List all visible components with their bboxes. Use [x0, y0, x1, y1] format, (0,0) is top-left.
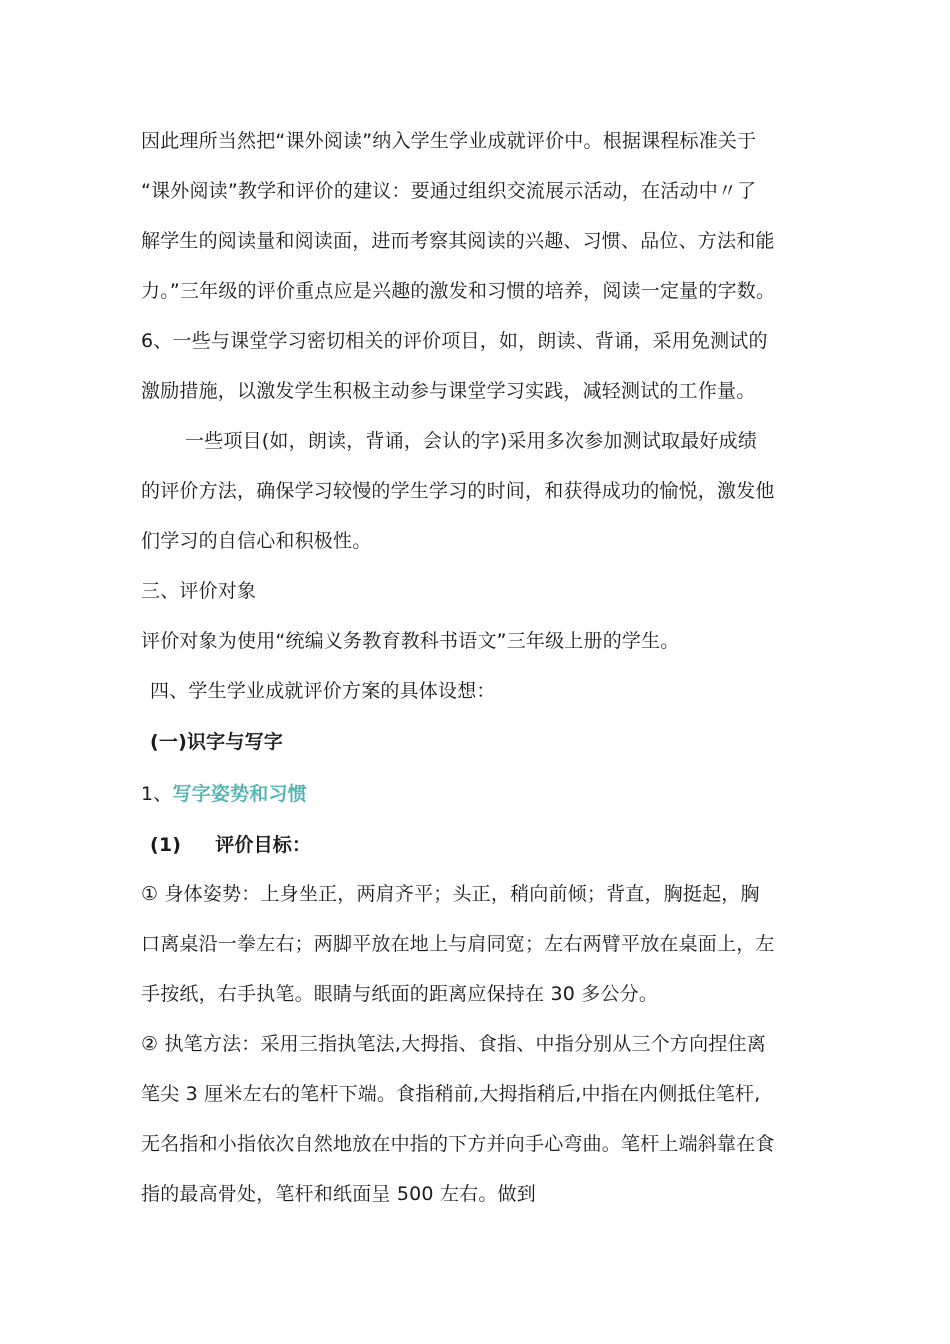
paragraph-line: ① 身体姿势：上身坐正，两肩齐平；头正，稍向前倾；背直，胸挺起，胸: [141, 883, 760, 905]
paragraph-line: 力。”三年级的评价重点应是兴趣的激发和习惯的培养，阅读一定量的字数。: [141, 280, 776, 302]
paragraph-line: ② 执笔方法：采用三指执笔法,大拇指、食指、中指分别从三个方向捏住离: [141, 1033, 766, 1055]
paragraph-line: 激励措施，以激发学生积极主动参与课堂学习实践，减轻测试的工作量。: [141, 380, 756, 402]
section-heading: 四、学生学业成就评价方案的具体设想：: [150, 680, 496, 702]
paragraph-line: 评价对象为使用“统编义务教育教科书语文”三年级上册的学生。: [141, 630, 680, 652]
paragraph-line: 解学生的阅读量和阅读面，进而考察其阅读的兴趣、习惯、品位、方法和能: [141, 230, 775, 252]
item-title: 写字姿势和习惯: [172, 783, 307, 805]
item-number: 1、: [141, 783, 173, 805]
paragraph-line: 指的最高骨处，笔杆和纸面呈 500 左右。做到: [141, 1183, 536, 1205]
section-heading: 三、评价对象: [141, 580, 257, 602]
goal-label: 评价目标：: [215, 834, 312, 856]
paragraph-line: “课外阅读”教学和评价的建议：要通过组织交流展示活动，在活动中〃了: [141, 180, 757, 202]
paragraph-line: 一些项目(如，朗读，背诵，会认的字)采用多次参加测试取最好成绩: [185, 430, 758, 452]
paragraph-line: 无名指和小指依次自然地放在中指的下方并向手心弯曲。笔杆上端斜靠在食: [141, 1133, 775, 1155]
paragraph-line: 6、一些与课堂学习密切相关的评价项目，如，朗读、背诵，采用免测试的: [141, 330, 768, 352]
paragraph-line: 口离桌沿一拳左右；两脚平放在地上与肩同宽；左右两臂平放在桌面上，左: [141, 933, 775, 955]
paragraph-line: 的评价方法，确保学习较慢的学生学习的时间，和获得成功的愉悦，激发他: [141, 480, 775, 502]
goal-heading: [150, 832, 311, 858]
paragraph-line: 手按纸，右手执笔。眼睛与纸面的距离应保持在 30 多公分。: [141, 983, 659, 1005]
paragraph-line: 笔尖 3 厘米左右的笔杆下端。食指稍前,大拇指稍后,中指在内侧抵住笔杆,: [141, 1083, 761, 1105]
paragraph-line: 因此理所当然把“课外阅读”纳入学生学业成就评价中。根据课程标准关于: [141, 130, 757, 152]
item-heading: [141, 781, 307, 807]
goal-number: (1): [150, 834, 182, 856]
subsection-heading: (一)识字与写字: [150, 731, 283, 753]
paragraph-line: 们学习的自信心和积极性。: [141, 530, 372, 552]
